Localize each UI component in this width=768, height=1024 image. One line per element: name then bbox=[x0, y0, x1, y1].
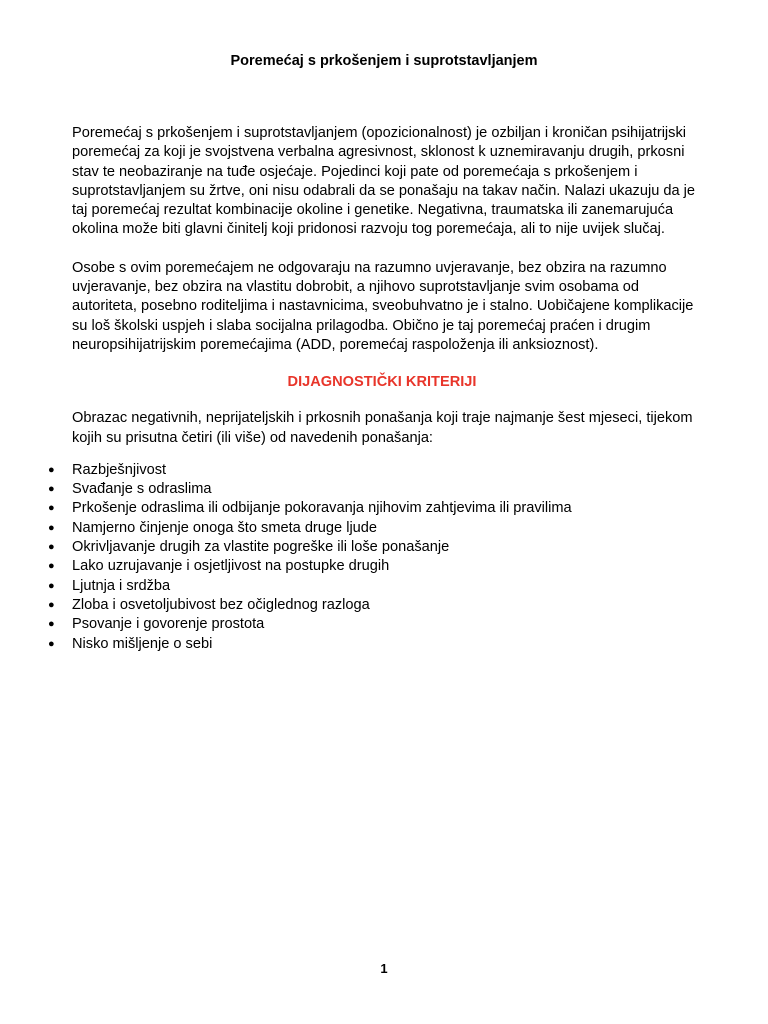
criteria-list bbox=[48, 461, 702, 654]
bullet-icon: ● bbox=[48, 618, 55, 631]
bullet-icon: ● bbox=[48, 521, 55, 534]
list-item: ● Razbješnjivost bbox=[72, 461, 702, 480]
list-item: ● Psovanje i govorenje prostota bbox=[72, 615, 702, 634]
list-item: ● Lako uzrujavanje i osjetljivost na postupke drugih bbox=[72, 557, 702, 576]
bullet-icon: ● bbox=[48, 463, 55, 476]
bullet-icon: ● bbox=[48, 541, 55, 554]
list-item: ● Okrivljavanje drugih za vlastite pogreške ili loše ponašanje bbox=[72, 538, 702, 557]
list-item: ● Svađanje s odraslima bbox=[72, 480, 702, 499]
criteria-intro: Obrazac negativnih, neprijateljskih i prkosnih ponašanja koji traje najmanje šest mjeseci, tijekom kojih su prisutna četiri (ili više) od navedenih ponašanja: bbox=[72, 410, 693, 446]
bullet-icon: ● bbox=[48, 483, 55, 496]
bullet-icon: ● bbox=[48, 579, 55, 592]
document-body bbox=[48, 124, 702, 654]
paragraph-intro: Poremećaj s prkošenjem i suprotstavljanjem (opozicionalnost) je ozbiljan i kroničan psihijatrijski poremećaj za koji je svojstvena verbalna agresivnost, sklonost k uznemiravanju drugih, prkosni stav te neobaziranje na tuđe osjećaje. Pojedinci koji pate od poremećaja s prkošenjem i suprotstavljanjem su žrtve, oni nisu odabrali da se ponašaju na takav način. Nalazi ukazuju da je taj poremećaj rezultat kombinacije okoline i genetike. Negativna, traumatska ili zanemarujuća okolina može biti glavni činitelj koji pridonosi razvoju tog poremećaja, ali to nije uvijek slučaj. bbox=[72, 125, 696, 238]
list-item: ● Zloba i osvetoljubivost bez očiglednog razloga bbox=[72, 596, 702, 615]
document-title: Poremećaj s prkošenjem i suprotstavljanjem bbox=[230, 53, 538, 69]
list-item: ● Ljutnja i srdžba bbox=[72, 577, 702, 596]
list-item: ● Namjerno činjenje onoga što smeta druge ljude bbox=[72, 519, 702, 538]
bullet-icon: ● bbox=[48, 637, 55, 650]
page-number: 1 bbox=[380, 961, 388, 976]
bullet-icon: ● bbox=[48, 502, 55, 515]
bullet-icon: ● bbox=[48, 560, 55, 573]
list-item: ● Nisko mišljenje o sebi bbox=[72, 635, 702, 654]
list-item: ● Prkošenje odraslima ili odbijanje pokoravanja njihovim zahtjevima ili pravilima bbox=[72, 499, 702, 518]
bullet-icon: ● bbox=[48, 598, 55, 611]
section-heading: DIJAGNOSTIČKI KRITERIJI bbox=[287, 374, 477, 391]
paragraph-complications: Osobe s ovim poremećajem ne odgovaraju na razumno uvjeravanje, bez obzira na razumno uvjeravanje, bez obzira na vlastitu dobrobit, a njihovo suprotstavljanje svim osobama od autoriteta, posebno roditeljima i nastavnicima, sveobuhvatno je i stalno. Uobičajene komplikacije su loš školski uspjeh i slaba socijalna prilagodba. Obično je taj poremećaj praćen i drugim neuropsihijatrijskim poremećajima (ADD, poremećaj raspoloženja ili anksioznost). bbox=[72, 259, 694, 353]
